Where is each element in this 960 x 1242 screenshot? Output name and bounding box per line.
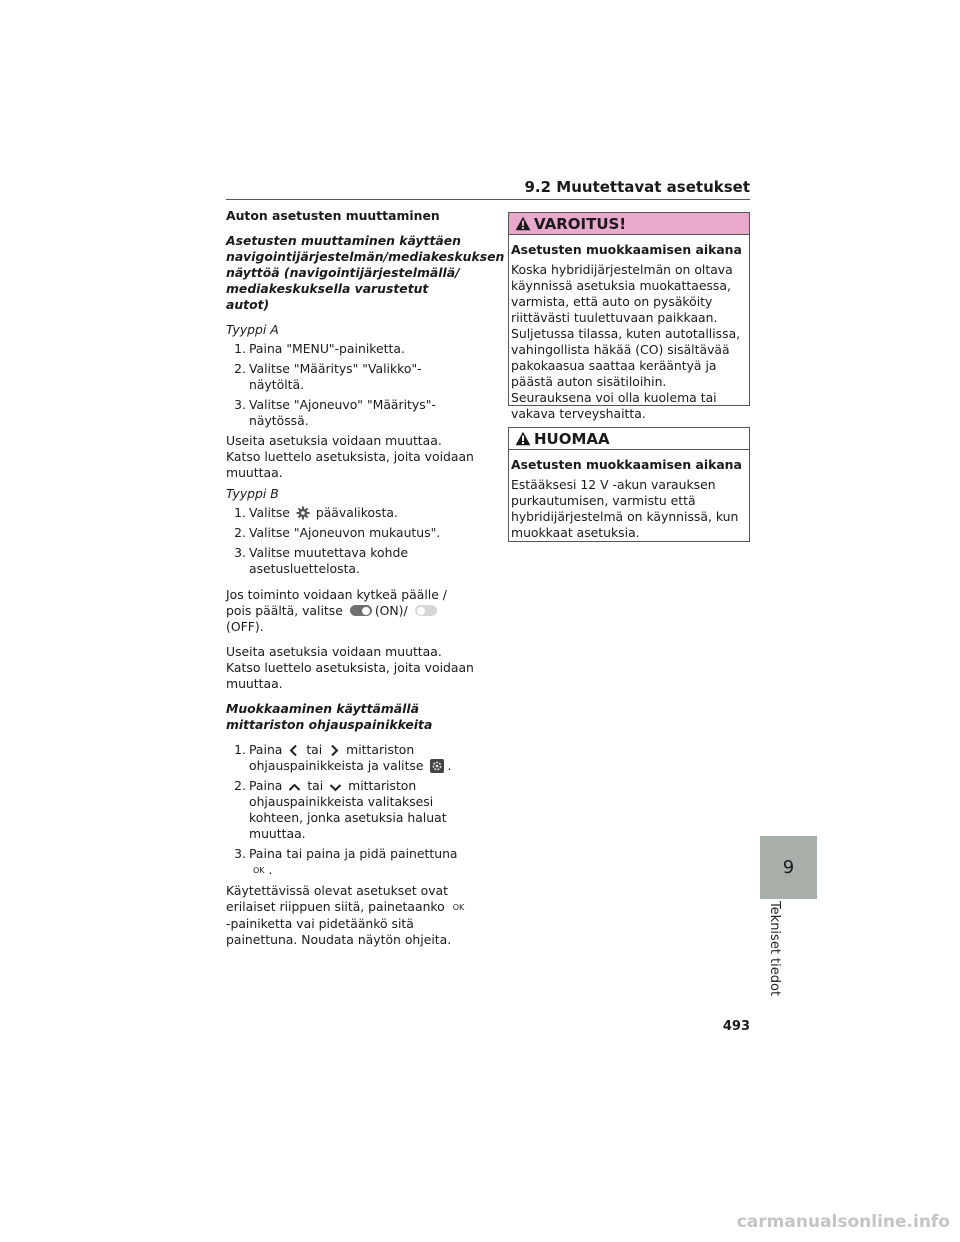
meter-step: 3. Paina tai paina ja pidä painettuna OK . [234, 846, 458, 877]
gear-icon [296, 506, 310, 520]
meter-step: 1. Paina tai mittariston ohjauspainikkeista ja valitse . [234, 742, 452, 773]
type-a-label: Tyyppi A [226, 322, 279, 337]
warning-title: VAROITUS! [534, 214, 627, 233]
settings-gear-icon [430, 759, 444, 773]
type-a-note: Useita asetuksia voidaan muuttaa. Katso luettelo asetuksista, joita voidaan muuttaa. [226, 433, 474, 480]
notice-text: Estääksesi 12 V -akun varauksen purkautumisen, varmistu että hybridijärjestelmä on käynnissä, kun muokkaat asetuksia. [511, 477, 739, 540]
section-heading: Auton asetusten muuttaminen [226, 208, 440, 223]
meter-note: Käytettävissä olevat asetukset ovat erilaiset riippuen siitä, painetaanko OK -painiketta vai pidetäänkö sitä painettuna. Noudata näytön ohjeita. [226, 883, 465, 947]
subsection-heading: Asetusten muuttaminen käyttäen navigointijärjestelmän/mediakeskuksen näyttöä (navigointijärjestelmällä/ mediakeskuksella varustetut autot) [226, 233, 505, 312]
main-column [226, 208, 505, 953]
section-header: 9.2 Muutettavat asetukset [524, 178, 750, 196]
type-b-step: 1. Valitse päävalikosta. [234, 505, 398, 520]
chapter-tab: 9 [760, 836, 817, 899]
toggle-on-icon [350, 605, 372, 616]
chevron-left-icon [288, 744, 300, 757]
page-number: 493 [722, 1019, 750, 1034]
chevron-up-icon [288, 782, 301, 793]
notice-box [508, 427, 750, 542]
warning-subtitle: Asetusten muokkaamisen aikana [511, 242, 742, 257]
toggle-off-icon [415, 605, 437, 616]
ok-button-icon: OK [253, 866, 265, 875]
subsection-heading-2: Muokkaaminen käyttämällä mittariston ohjauspainikkeita [226, 701, 433, 732]
warning-text: Koska hybridijärjestelmän on oltava käynnissä asetuksia muokattaessa, varmista, että auto on pysäköity riittävästi tuulettuvaan paikkaan. Suljetussa tilassa, kuten autotallissa, vahingollista häkää (CO) sisältävää pakokaasua saattaa kerääntyä ja päästä auton sisätiloihin. Seurauksena voi olla kuolema tai vakava terveyshaitta. [511, 262, 741, 421]
type-b-label: Tyyppi B [226, 486, 279, 501]
notice-title-bar [509, 428, 749, 450]
header-divider [226, 199, 750, 200]
chapter-label: Tekniset tiedot [767, 900, 783, 996]
chevron-right-icon [328, 744, 340, 757]
warning-icon [515, 216, 531, 231]
type-b-step: 2. Valitse "Ajoneuvon mukautus". [234, 525, 441, 540]
meter-step: 2. Paina tai mittariston ohjauspainikkeista valitaksesi kohteen, jonka asetuksia haluat muuttaa. [234, 778, 447, 841]
notice-title: HUOMAA [534, 429, 610, 448]
type-a-step: 1. Paina "MENU"-painiketta. [234, 341, 405, 356]
watermark: carmanualsonline.info [736, 1212, 950, 1232]
warning-title-bar [509, 213, 749, 235]
type-a-step: 2. Valitse "Määritys" "Valikko"-näytöltä. [234, 361, 422, 392]
chevron-down-icon [329, 782, 342, 793]
notice-icon [515, 431, 531, 446]
notice-subtitle: Asetusten muokkaamisen aikana [511, 457, 742, 472]
type-b-step: 3. Valitse muutettava kohde asetusluettelosta. [234, 545, 408, 576]
type-a-step: 3. Valitse "Ajoneuvo" "Määritys"-näytössä. [234, 397, 436, 428]
toggle-paragraph: Jos toiminto voidaan kytkeä päälle / pois päältä, valitse (ON)/ (OFF). [226, 587, 447, 634]
settings-paragraph: Useita asetuksia voidaan muuttaa. Katso luettelo asetuksista, joita voidaan muuttaa. [226, 644, 474, 691]
warning-box [508, 212, 750, 421]
ok-button-icon: OK [452, 903, 465, 912]
